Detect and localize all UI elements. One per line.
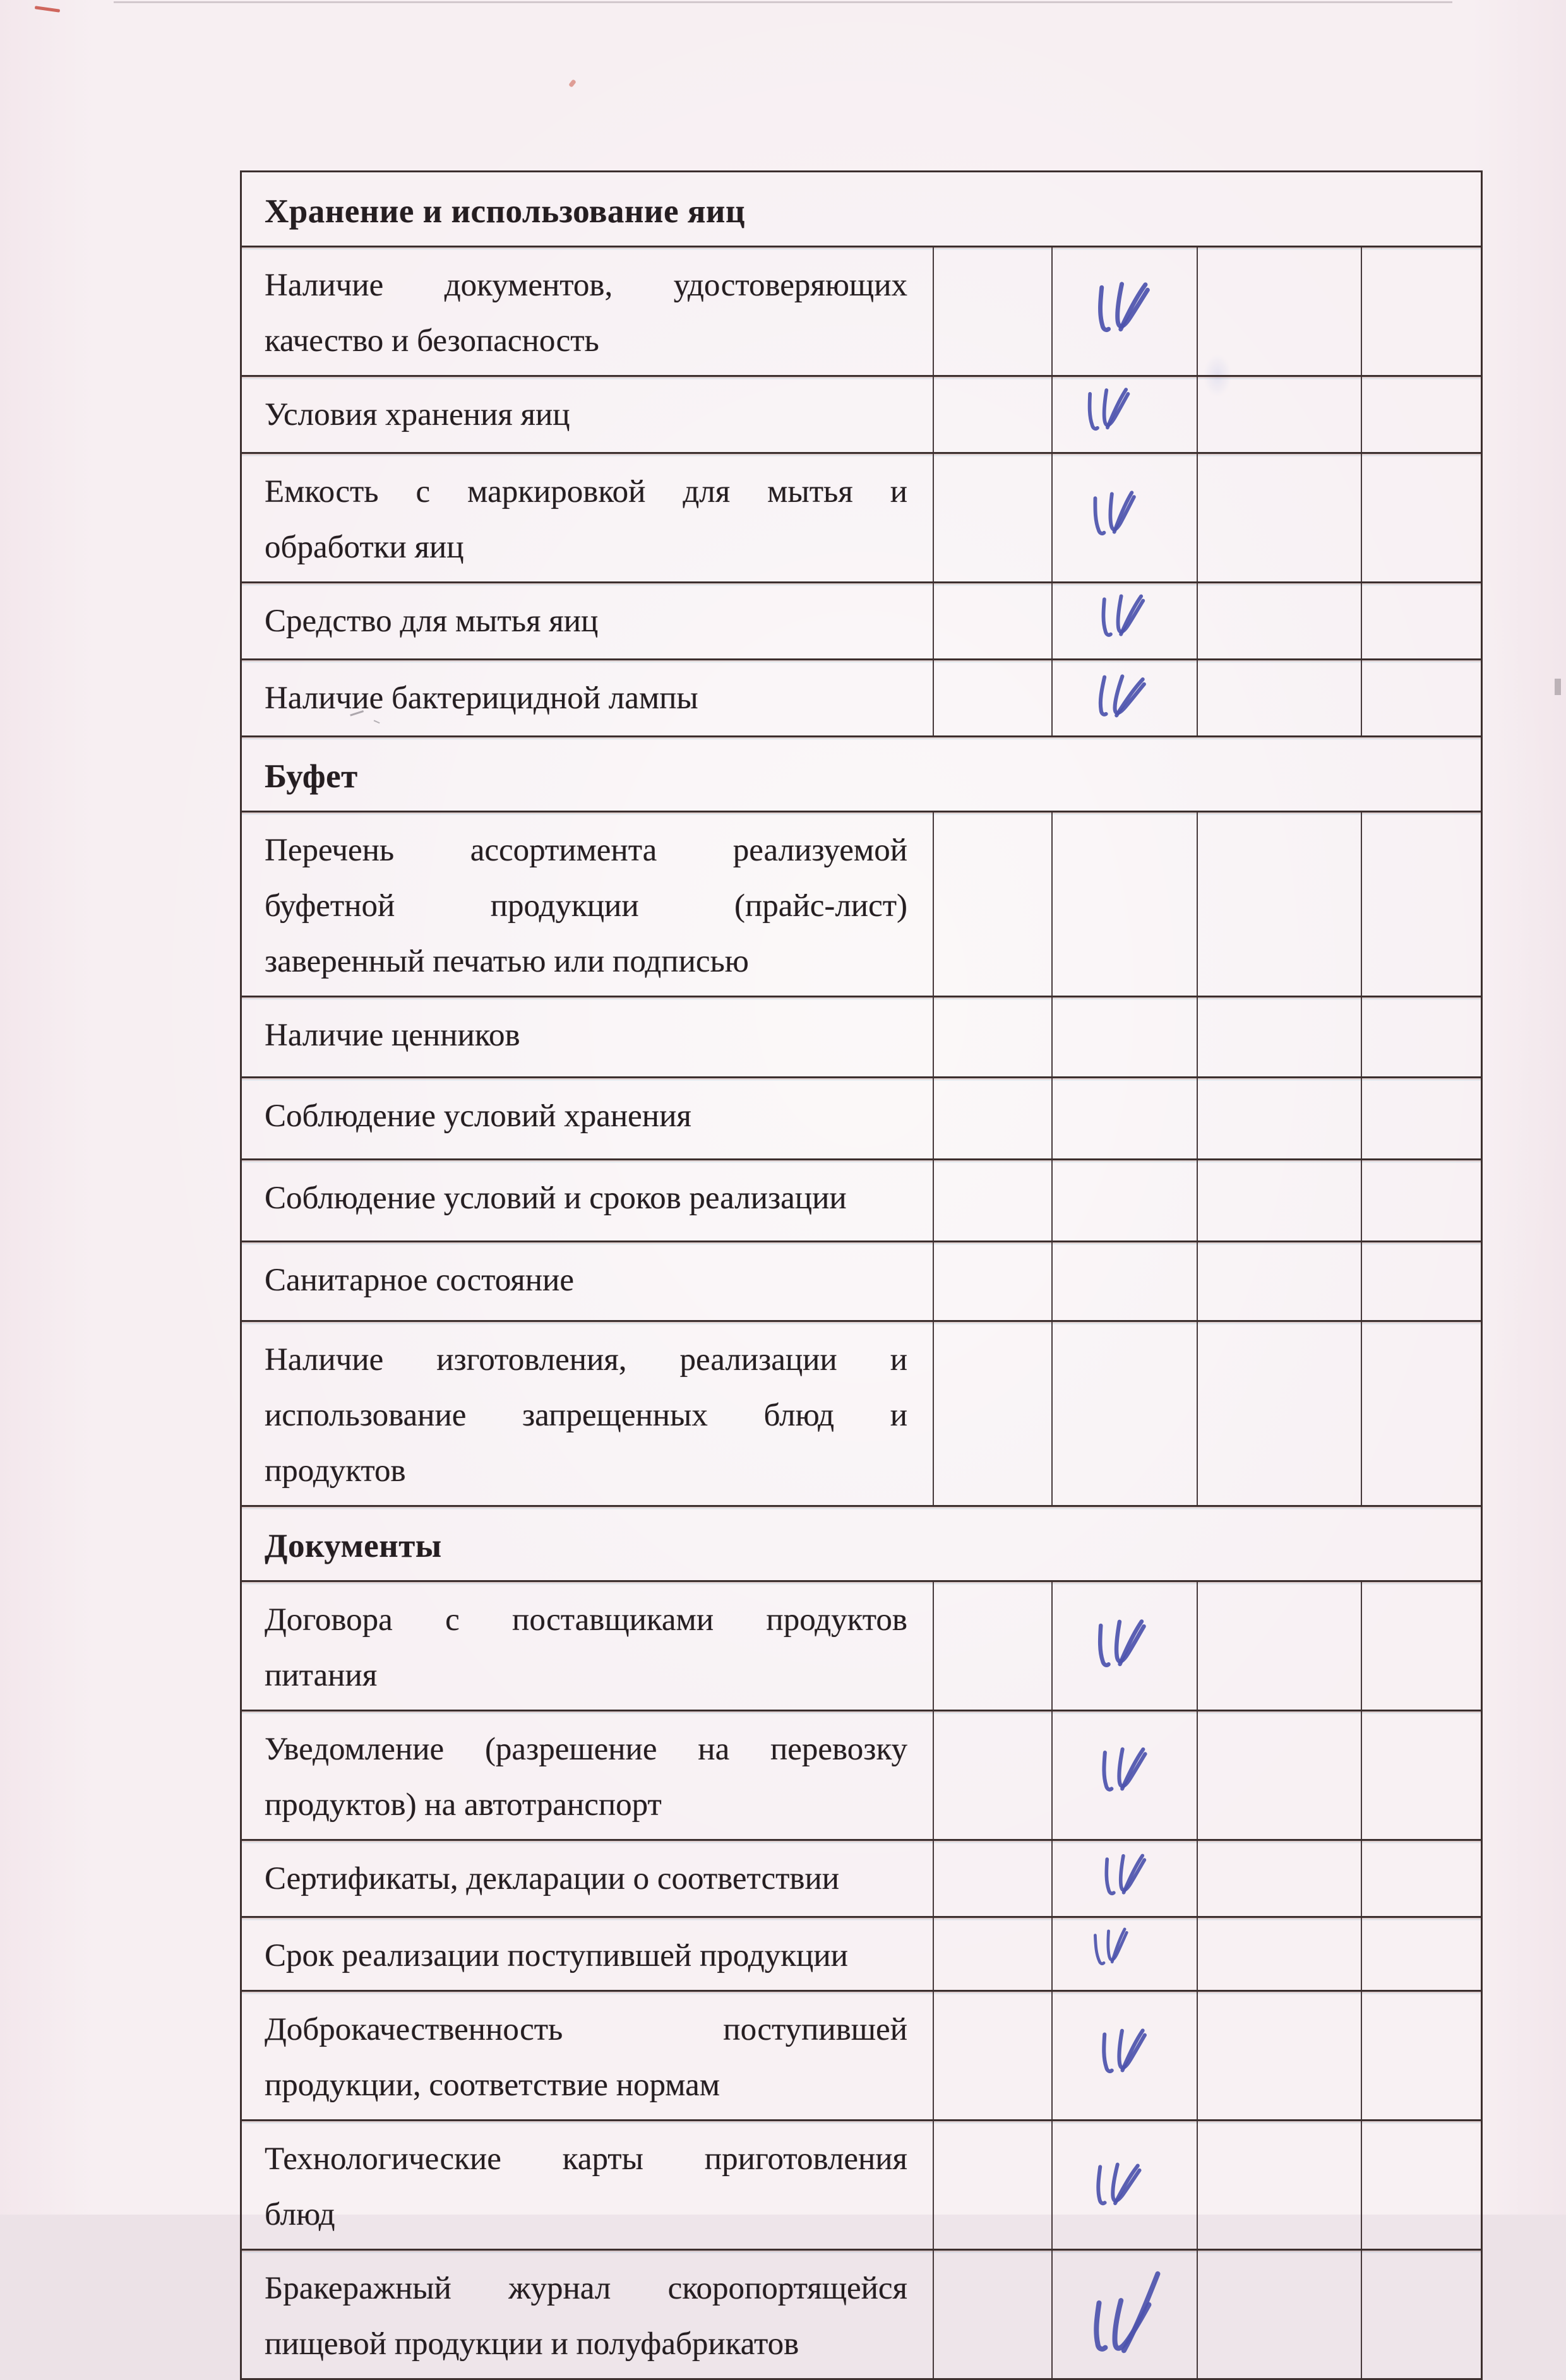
grade-cell-4	[1361, 660, 1481, 735]
grade-cell-3	[1197, 997, 1361, 1076]
handwritten-checkmark-icon	[1084, 2019, 1160, 2095]
grade-cell-3	[1197, 1918, 1361, 1990]
grade-cell-4	[1361, 1918, 1481, 1990]
section-header-row	[242, 1505, 1481, 1580]
handwritten-checkmark-icon	[1080, 663, 1156, 740]
item-text-line: Уведомление (разрешение на перевозку	[265, 1732, 907, 1767]
grade-cell-2	[1051, 997, 1197, 1076]
section-header	[242, 737, 1481, 811]
item-text-line: буфетной продукции (прайс-лист)	[265, 888, 907, 924]
checklist-row	[242, 1710, 1481, 1839]
handwritten-checkmark-icon	[1079, 272, 1163, 355]
section-header-row	[242, 735, 1481, 811]
grade-cell-4	[1361, 1841, 1481, 1916]
grade-cell-1	[933, 1242, 1051, 1320]
grade-cell-2	[1051, 1582, 1197, 1710]
section-title: Хранение и использование яиц	[265, 193, 745, 230]
item-text-line: Наличие документов, удостоверяющих	[265, 268, 907, 303]
grade-cell-1	[933, 997, 1051, 1076]
grade-cell-3	[1197, 2121, 1361, 2249]
grade-cell-1	[933, 1078, 1051, 1158]
grade-cell-1	[933, 2121, 1051, 2249]
grade-cell-4	[1361, 247, 1481, 375]
item-text-line: использование запрещенных блюд и	[265, 1398, 907, 1433]
grade-cell-3	[1197, 454, 1361, 581]
grade-cell-2	[1051, 1160, 1197, 1241]
scan-artifact-red-dash	[35, 6, 60, 13]
grade-cell-2	[1051, 1992, 1197, 2119]
grade-cell-3	[1197, 583, 1361, 658]
checklist-row	[242, 1158, 1481, 1241]
section-title: Буфет	[265, 758, 358, 795]
grade-cell-3	[1197, 1322, 1361, 1505]
handwritten-checkmark-icon	[1085, 585, 1157, 657]
grade-cell-3	[1197, 1078, 1361, 1158]
checklist-row	[242, 581, 1481, 658]
scan-artifact-edge-mark	[1555, 679, 1561, 695]
grade-cell-2	[1051, 1711, 1197, 1839]
item-text-line: Наличие изготовления, реализации и	[265, 1342, 907, 1377]
checklist-row	[242, 375, 1481, 452]
grade-cell-2	[1051, 1078, 1197, 1158]
item-text-line: продуктов	[265, 1453, 406, 1489]
item-label-cell	[242, 1918, 933, 1990]
grade-cell-3	[1197, 1582, 1361, 1710]
item-text-line: Доброкачественность поступившей	[265, 2012, 907, 2047]
section-header	[242, 172, 1481, 246]
item-text-line: Санитарное состояние	[265, 1263, 574, 1298]
grade-cell-1	[933, 1992, 1051, 2119]
item-text-line: заверенный печатью или подписью	[265, 944, 749, 979]
item-text-line: Условия хранения яиц	[265, 397, 570, 432]
item-text-line: Средство для мытья яиц	[265, 604, 599, 639]
handwritten-checkmark-icon	[1079, 1609, 1160, 1690]
grade-cell-3	[1197, 377, 1361, 452]
checklist-row	[242, 2119, 1481, 2249]
grade-cell-4	[1361, 812, 1481, 996]
grade-cell-1	[933, 2251, 1051, 2378]
item-label-cell	[242, 583, 933, 658]
item-label-cell	[242, 454, 933, 581]
grade-cell-3	[1197, 1711, 1361, 1839]
grade-cell-4	[1361, 1078, 1481, 1158]
grade-cell-1	[933, 1322, 1051, 1505]
item-label-cell	[242, 1160, 933, 1241]
grade-cell-4	[1361, 1711, 1481, 1839]
checklist-row	[242, 1839, 1481, 1916]
item-label-cell	[242, 1322, 933, 1505]
item-text-line: Перечень ассортимента реализуемой	[265, 833, 907, 868]
grade-cell-1	[933, 1711, 1051, 1839]
grade-cell-2	[1051, 1322, 1197, 1505]
grade-cell-4	[1361, 2121, 1481, 2249]
checklist-row	[242, 452, 1481, 581]
grade-cell-1	[933, 454, 1051, 581]
grade-cell-3	[1197, 2251, 1361, 2378]
item-label-cell	[242, 377, 933, 452]
item-label-cell	[242, 1582, 933, 1710]
grade-cell-4	[1361, 454, 1481, 581]
checklist-row	[242, 1320, 1481, 1505]
grade-cell-4	[1361, 377, 1481, 452]
grade-cell-3	[1197, 660, 1361, 735]
item-text-line: продукции, соответствие нормам	[265, 2068, 720, 2103]
item-label-cell	[242, 2251, 933, 2378]
item-label-cell	[242, 247, 933, 375]
grade-cell-2	[1051, 454, 1197, 581]
checklist-row	[242, 2249, 1481, 2378]
section-header-row	[242, 172, 1481, 246]
grade-cell-1	[933, 1160, 1051, 1241]
checklist-row	[242, 1580, 1481, 1710]
item-text-line: Сертификаты, декларации о соответствии	[265, 1861, 840, 1896]
grade-cell-2	[1051, 1918, 1197, 1990]
item-text-line: Емкость с маркировкой для мытья и	[265, 474, 907, 509]
grade-cell-2	[1051, 812, 1197, 996]
grade-cell-3	[1197, 1160, 1361, 1241]
item-label-cell	[242, 1992, 933, 2119]
checklist-row	[242, 246, 1481, 375]
section-title: Документы	[265, 1528, 442, 1564]
grade-cell-4	[1361, 997, 1481, 1076]
item-text-line: Соблюдение условий хранения	[265, 1098, 691, 1134]
handwritten-checkmark-icon	[1079, 1919, 1143, 1984]
grade-cell-3	[1197, 1841, 1361, 1916]
grade-cell-4	[1361, 1992, 1481, 2119]
item-label-cell	[242, 1242, 933, 1320]
grade-cell-2	[1051, 247, 1197, 375]
grade-cell-3	[1197, 247, 1361, 375]
item-text-line: продуктов) на автотранспорт	[265, 1787, 662, 1823]
handwritten-checkmark-icon	[1075, 481, 1151, 557]
item-label-cell	[242, 1841, 933, 1916]
grade-cell-2	[1051, 2251, 1197, 2378]
grade-cell-1	[933, 1841, 1051, 1916]
item-text-line: питания	[265, 1658, 378, 1693]
checklist-row	[242, 1916, 1481, 1990]
handwritten-checkmark-icon	[1088, 1845, 1158, 1915]
grade-cell-4	[1361, 583, 1481, 658]
checklist-row	[242, 1990, 1481, 2119]
item-text-line: блюд	[265, 2197, 335, 2232]
item-text-line: Соблюдение условий и сроков реализации	[265, 1181, 847, 1216]
grade-cell-2	[1051, 1242, 1197, 1320]
grade-cell-3	[1197, 812, 1361, 996]
grade-cell-1	[933, 1918, 1051, 1990]
item-label-cell	[242, 1078, 933, 1158]
item-text-line: Бракеражный журнал скоропортящейся	[265, 2271, 907, 2306]
grade-cell-3	[1197, 1992, 1361, 2119]
item-text-line: пищевой продукции и полуфабрикатов	[265, 2326, 799, 2362]
handwritten-checkmark-icon	[1071, 378, 1144, 451]
grade-cell-3	[1197, 1242, 1361, 1320]
handwritten-checkmark-icon	[1073, 2264, 1170, 2361]
checklist-row	[242, 1076, 1481, 1158]
grade-cell-4	[1361, 1322, 1481, 1505]
handwritten-checkmark-icon	[1085, 1738, 1159, 1812]
item-text-line: Договора с поставщиками продуктов	[265, 1602, 907, 1638]
item-label-cell	[242, 2121, 933, 2249]
checklist-table	[240, 170, 1483, 2380]
grade-cell-1	[933, 583, 1051, 658]
item-text-line: Наличие бактерицидной лампы	[265, 681, 698, 716]
item-label-cell	[242, 660, 933, 735]
item-text-line: Технологические карты приготовления	[265, 2141, 907, 2177]
checklist-row	[242, 1241, 1481, 1320]
checklist-row	[242, 811, 1481, 996]
grade-cell-4	[1361, 1160, 1481, 1241]
item-label-cell	[242, 812, 933, 996]
grade-cell-4	[1361, 1582, 1481, 1710]
grade-cell-1	[933, 377, 1051, 452]
item-text-line: Наличие ценников	[265, 1018, 520, 1053]
item-text-line: качество и безопасность	[265, 323, 599, 359]
grade-cell-2	[1051, 660, 1197, 735]
section-header	[242, 1507, 1481, 1580]
item-label-cell	[242, 997, 933, 1076]
grade-cell-1	[933, 812, 1051, 996]
grade-cell-2	[1051, 583, 1197, 658]
grade-cell-1	[933, 247, 1051, 375]
grade-cell-4	[1361, 2251, 1481, 2378]
grade-cell-4	[1361, 1242, 1481, 1320]
checklist-row	[242, 996, 1481, 1076]
item-text-line: обработки яиц	[265, 530, 464, 565]
item-label-cell	[242, 1711, 933, 1839]
scan-artifact-red-dot	[568, 79, 577, 88]
grade-cell-1	[933, 660, 1051, 735]
grade-cell-2	[1051, 1841, 1197, 1916]
grade-cell-2	[1051, 2121, 1197, 2249]
grade-cell-1	[933, 1582, 1051, 1710]
item-text-line: Срок реализации поступившей продукции	[265, 1938, 848, 1973]
checklist-row	[242, 658, 1481, 735]
grade-cell-2	[1051, 377, 1197, 452]
